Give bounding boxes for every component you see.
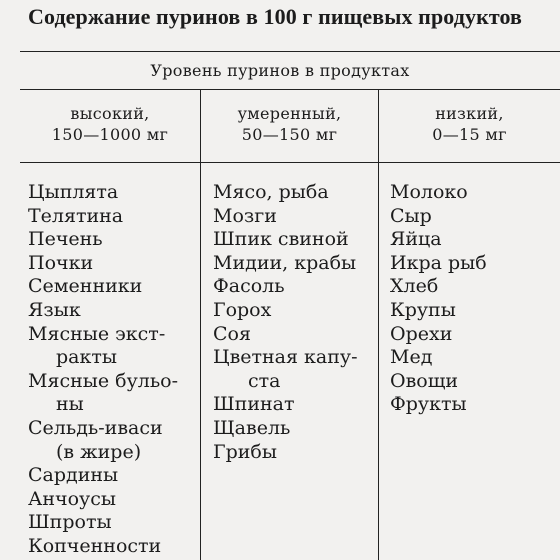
header-bottom-rule <box>20 162 560 163</box>
header-divider-rule <box>20 89 560 90</box>
list-item: Телятина <box>28 204 124 227</box>
list-item: Горох <box>213 298 272 321</box>
list-item: Мясные бульо- <box>28 369 179 392</box>
list-item: Шпик свиной <box>213 228 349 251</box>
list-item: Орехи <box>390 322 453 345</box>
list-item: Копченности <box>28 534 162 557</box>
list-item: Соя <box>213 322 251 345</box>
column-header-high-line2: 150—1000 мг <box>51 125 169 144</box>
list-item: Мед <box>390 346 433 369</box>
list-item: Мясные экст- <box>28 322 166 345</box>
column-header-moderate <box>201 103 378 145</box>
list-item: Мидии, крабы <box>213 251 357 274</box>
column-header-moderate-line2: 50—150 мг <box>241 125 338 144</box>
list-item: Сельдь-иваси <box>28 416 163 439</box>
column-header-moderate-line1: умеренный, <box>237 104 342 123</box>
column-divider-2 <box>378 89 379 560</box>
list-item: ста <box>248 369 281 392</box>
list-item: ны <box>56 393 84 416</box>
list-item: Шпроты <box>28 511 112 534</box>
table-super-header: Уровень пуринов в продуктах <box>150 61 410 80</box>
list-item: Семенники <box>28 275 143 298</box>
list-item: Икра рыб <box>390 251 487 274</box>
column-low-list <box>390 181 555 417</box>
list-item: Анчоусы <box>28 487 116 510</box>
list-item: Молоко <box>390 181 468 203</box>
list-item: Фрукты <box>390 393 467 416</box>
list-item: Язык <box>28 298 81 321</box>
list-item: Цветная капу- <box>213 346 358 369</box>
list-item: Сыр <box>390 204 432 227</box>
list-item: Почки <box>28 251 94 274</box>
list-item: Яйца <box>390 228 442 251</box>
list-item: Хлеб <box>390 275 439 298</box>
column-header-high-line1: высокий, <box>70 104 150 123</box>
list-item: (в жире) <box>56 440 142 463</box>
list-item: Мозги <box>213 204 277 227</box>
list-item: Овощи <box>390 369 459 392</box>
list-item: Фасоль <box>213 275 285 298</box>
column-header-low <box>379 103 560 145</box>
column-divider-1 <box>200 89 201 560</box>
column-header-high <box>20 103 200 145</box>
column-high-list <box>28 181 198 559</box>
list-item: Печень <box>28 228 103 251</box>
list-item: ракты <box>56 346 117 369</box>
list-item: Цыплята <box>28 181 119 203</box>
list-item: Шпинат <box>213 393 295 416</box>
column-moderate-list <box>213 181 376 464</box>
list-item: Мясо, рыба <box>213 181 329 203</box>
table-top-rule <box>20 51 560 52</box>
list-item: Крупы <box>390 298 456 321</box>
list-item: Сардины <box>28 464 119 487</box>
list-item: Грибы <box>213 440 277 463</box>
list-item: Щавель <box>213 416 291 439</box>
column-header-low-line2: 0—15 мг <box>432 125 507 144</box>
column-header-low-line1: низкий, <box>435 104 504 123</box>
page-title: Содержание пуринов в 100 г пищевых продуктов <box>28 4 522 29</box>
